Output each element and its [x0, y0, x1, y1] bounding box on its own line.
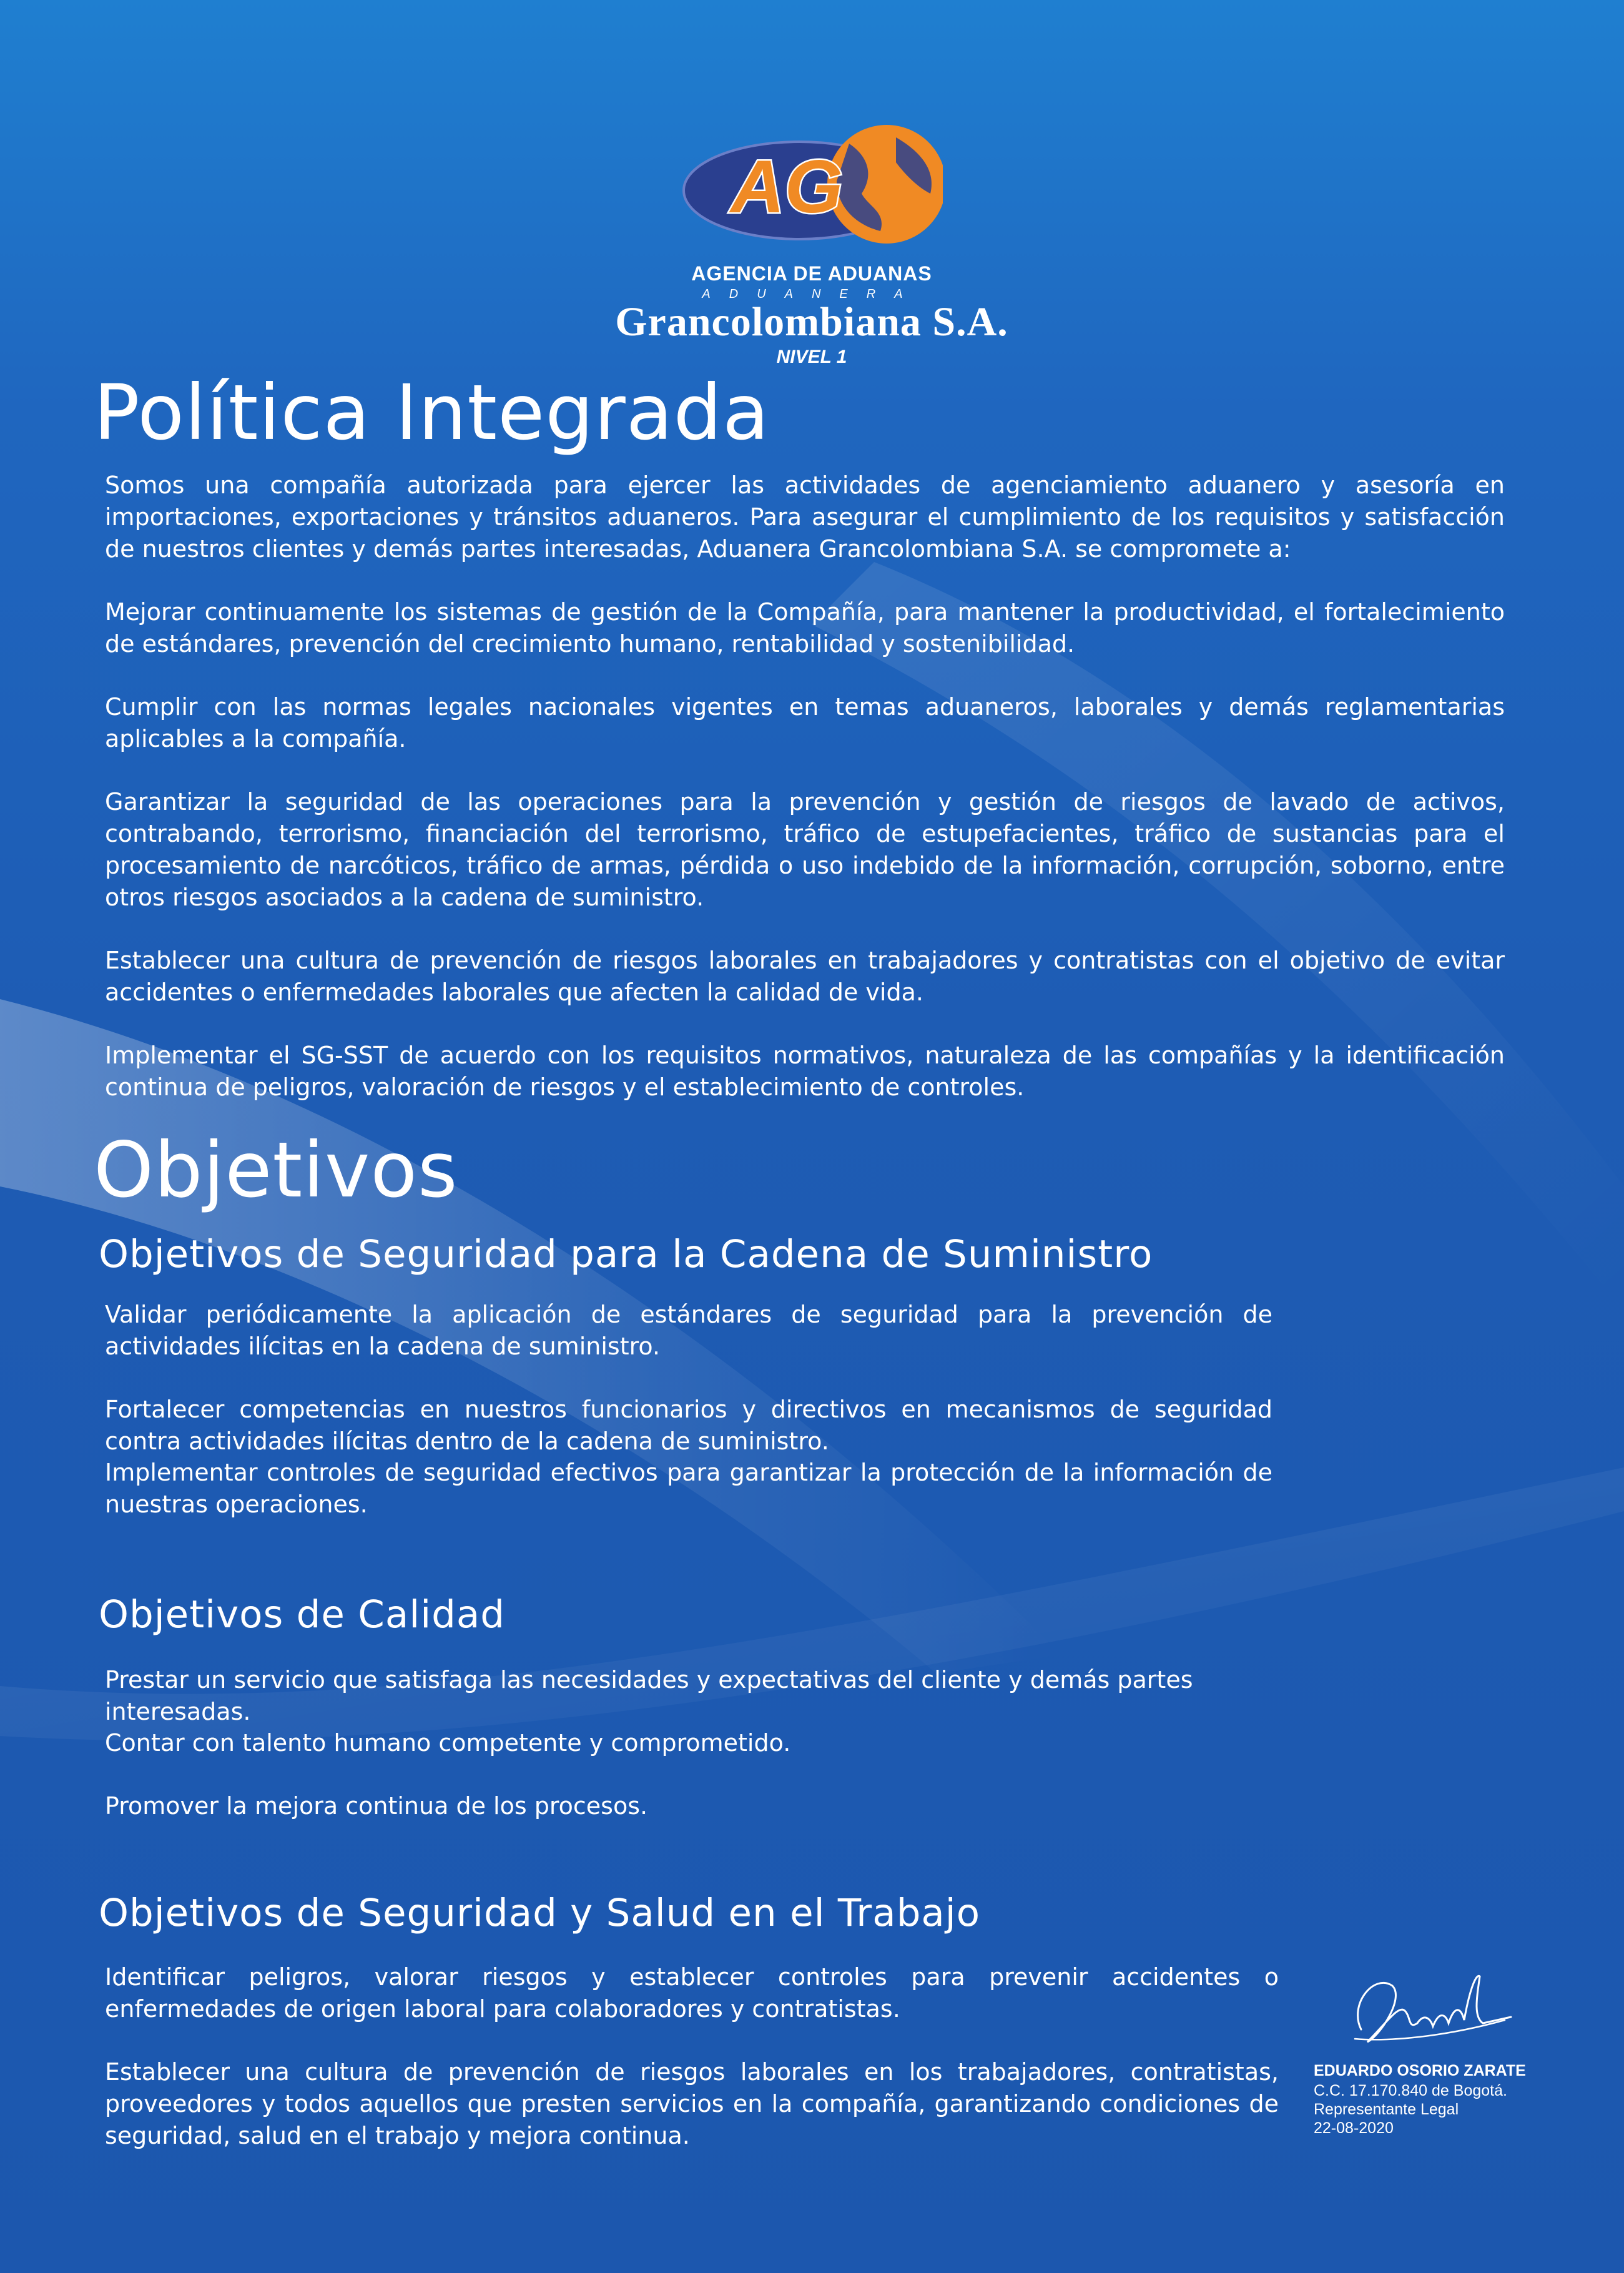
logo-initials: AG: [731, 145, 843, 229]
calidad-paragraph: Promover la mejora continua de los procesos.: [105, 1792, 648, 1820]
politica-paragraph: Implementar el SG-SST de acuerdo con los requisitos normativos, naturaleza de las compañías y la identificación continua de peligros, valoración de riesgos y el establecimiento de controles.: [105, 1042, 1505, 1101]
signer-cc: C.C. 17.170.840 de Bogotá.: [1314, 2082, 1507, 2099]
sst-title: Objetivos de Seguridad y Salud en el Trabajo: [99, 1891, 981, 1935]
politica-paragraph: Somos una compañía autorizada para ejercer las actividades de agenciamiento aduanero y asesoría en importaciones, exportaciones y tránsitos aduaneros. Para asegurar el cumplimiento de los requisitos y satisfacción de nuestros clientes y demás partes interesadas, Aduanera Grancolombiana S.A. se compromete a:: [105, 471, 1505, 563]
brand-agencia: AGENCIA DE ADUANAS: [691, 262, 932, 285]
brand-nivel: NIVEL 1: [776, 347, 847, 367]
signature-date: 22-08-2020: [1314, 2119, 1394, 2137]
sst-paragraph: Establecer una cultura de prevención de riesgos laborales en los trabajadores, contratistas, proveedores y todos aquellos que presten servicios en la compañía, garantizando condiciones de seguridad, salud en el trabajo y mejora continua.: [105, 2058, 1279, 2149]
brand-name: Grancolombiana S.A.: [615, 299, 1008, 345]
cadena-title: Objetivos de Seguridad para la Cadena de Suministro: [99, 1232, 1153, 1276]
cadena-paragraph: Fortalecer competencias en nuestros funcionarios y directivos en mecanismos de seguridad contra actividades ilícitas dentro de la cadena de suministro.: [105, 1396, 1272, 1455]
politica-paragraph: Mejorar continuamente los sistemas de gestión de la Compañía, para mantener la productividad, el fortalecimiento de estándares, prevención del crecimiento humano, rentabilidad y sostenibilidad.: [105, 598, 1505, 658]
signer-role: Representante Legal: [1314, 2101, 1459, 2118]
sst-paragraph: Identificar peligros, valorar riesgos y establecer controles para prevenir accidentes o enfermedades de origen laboral para colaboradores y contratistas.: [105, 1963, 1279, 2023]
calidad-paragraph: Contar con talento humano competente y comprometido.: [105, 1729, 791, 1757]
brand-aduanera: ADUANERA: [702, 287, 922, 301]
politica-paragraph: Cumplir con las normas legales nacionales vigentes en temas aduaneros, laborales y demás reglamentarias aplicables a la compañía.: [105, 693, 1505, 752]
calidad-title: Objetivos de Calidad: [99, 1592, 505, 1637]
politica-title: Política Integrada: [94, 368, 770, 457]
company-logo: [681, 119, 943, 256]
signer-name: EDUARDO OSORIO ZARATE: [1314, 2062, 1526, 2079]
politica-paragraph: Establecer una cultura de prevención de riesgos laborales en trabajadores y contratistas con el objetivo de evitar accidentes o enfermedades laborales que afecten la calidad de vida.: [105, 947, 1505, 1006]
objetivos-title: Objetivos: [94, 1126, 458, 1215]
handwritten-signature: [1336, 1948, 1517, 2061]
calidad-paragraph: Prestar un servicio que satisfaga las necesidades y expectativas del cliente y demás partes interesadas.: [105, 1666, 1193, 1725]
cadena-paragraph: Validar periódicamente la aplicación de estándares de seguridad para la prevención de actividades ilícitas en la cadena de suministro.: [105, 1301, 1272, 1360]
politica-paragraph: Garantizar la seguridad de las operaciones para la prevención y gestión de riesgos de lavado de activos, contrabando, terrorismo, financiación del terrorismo, tráfico de estupefacientes, tráfico de sustancias para el procesamiento de narcóticos, tráfico de armas, pérdida o uso indebido de la información, corrupción, soborno, entre otros riesgos asociados a la cadena de suministro.: [105, 788, 1505, 911]
cadena-paragraph: Implementar controles de seguridad efectivos para garantizar la protección de la información de nuestras operaciones.: [105, 1459, 1272, 1518]
